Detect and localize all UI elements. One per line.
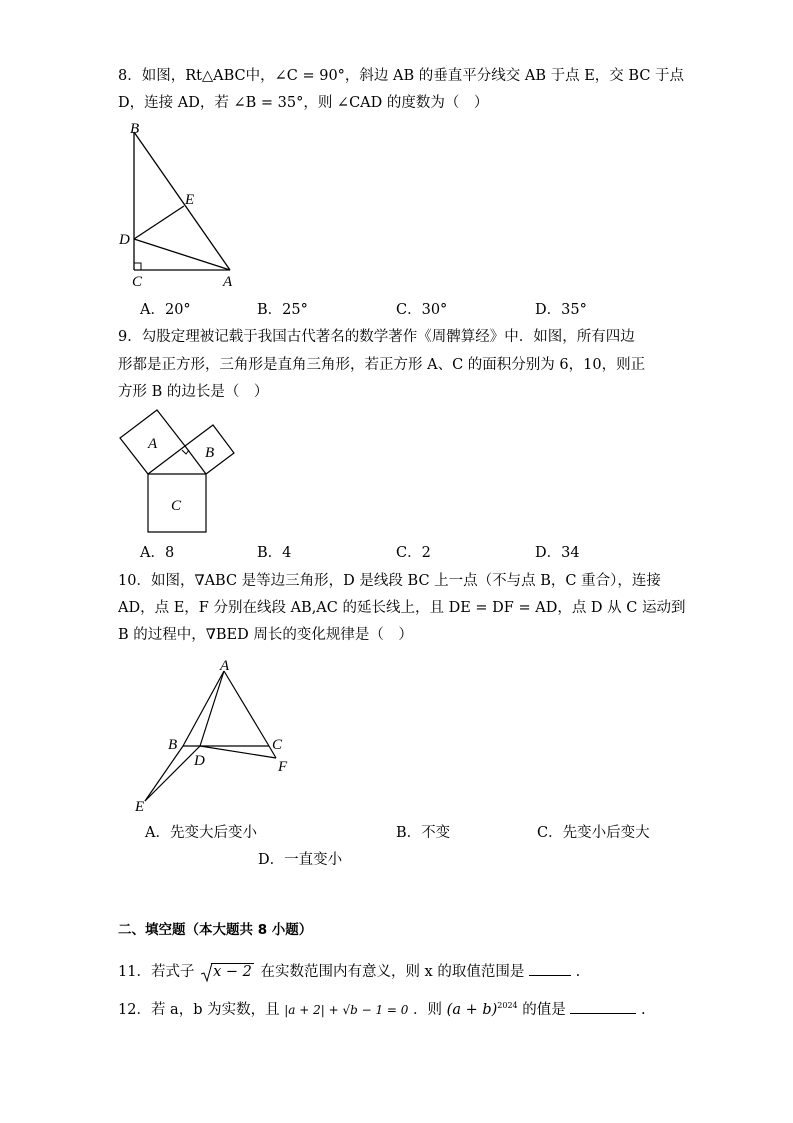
q8-label-C: C [132, 274, 143, 290]
q8-label-B: B [130, 121, 140, 137]
q12-power-base: (a + b) [446, 1001, 498, 1018]
q10-line-3: B 的过程中，∇BED 周长的变化规律是（ ） [118, 627, 413, 643]
q10-line-2: AD，点 E，F 分别在线段 AB,AC 的延长线上，且 DE = DF = AD，点 D 从 C 运动到 [118, 600, 686, 616]
q8-option-d: D．35° [535, 302, 587, 318]
q12-mid: ．则 [413, 1001, 443, 1018]
q10-label-B: B [168, 737, 178, 753]
q8-label-D: D [119, 232, 130, 248]
q9-option-d: D．34 [535, 545, 580, 561]
section-heading: 二、填空题（本大题共 8 小题） [118, 922, 313, 938]
q11-suffix: 在实数范围内有意义，则 x 的取值范围是 [260, 964, 525, 980]
q8-line-1: 8．如图，Rt△ABC中，∠C = 90°，斜边 AB 的垂直平分线交 AB 于点 E，交 BC 于点 [118, 68, 685, 84]
q8-option-a: A．20° [140, 302, 191, 318]
q8-label-E: E [185, 192, 195, 208]
q8-line-2: D，连接 AD，若 ∠B = 35°，则 ∠CAD 的度数为（ ） [118, 95, 489, 111]
q10-option-c: C．先变小后变大 [537, 825, 650, 841]
q12-suffix: 的值是 [522, 1001, 566, 1018]
q10-line-1: 10．如图，∇ABC 是等边三角形，D 是线段 BC 上一点（不与点 B，C 重合），连接 [118, 573, 661, 589]
q11-radical-sign [201, 962, 213, 982]
q10-figure [130, 653, 300, 815]
q12-line [118, 996, 646, 1020]
q12-answer-blank[interactable] [570, 999, 636, 1014]
q11-prefix: 11．若式子 [118, 964, 195, 980]
q9-option-a: A．8 [140, 545, 175, 561]
q10-option-b: B．不变 [396, 825, 451, 841]
q11-end: . [575, 964, 581, 980]
q9-option-c: C．2 [396, 545, 431, 561]
q8-label-A: A [223, 274, 233, 290]
q10-label-E: E [135, 799, 145, 815]
q9-line-1: 9．勾股定理被记载于我国古代著名的数学著作《周髀算经》中．如图，所有四边 [118, 329, 635, 345]
q11-radicand: x − 2 [213, 964, 252, 980]
q9-line-2: 形都是正方形，三角形是直角三角形，若正方形 A、C 的面积分别为 6，10，则正 [118, 357, 646, 373]
q11-sqrt [201, 962, 254, 982]
q10-label-C: C [272, 737, 283, 753]
q11-answer-blank[interactable] [529, 961, 571, 976]
q8-figure [112, 118, 252, 293]
q9-label-A: A [148, 436, 158, 452]
q10-label-A: A [220, 658, 230, 674]
q12-expression: |a + 2| + √b − 1 = 0 [284, 1002, 409, 1017]
q10-option-d: D．一直变小 [258, 852, 343, 868]
q12-prefix: 12．若 a，b 为实数，且 [118, 1001, 280, 1018]
q9-figure [115, 408, 245, 538]
q9-label-C: C [171, 498, 182, 514]
q10-option-a: A．先变大后变小 [145, 825, 257, 841]
q9-option-b: B．4 [257, 545, 292, 561]
q10-label-D: D [194, 753, 205, 769]
q9-line-3: 方形 B 的边长是（ ） [118, 384, 269, 400]
q8-option-b: B．25° [257, 302, 308, 318]
q10-label-F: F [278, 759, 288, 775]
q12-end: . [640, 1001, 646, 1018]
q12-exponent: 2024 [497, 1001, 518, 1010]
q9-label-B: B [205, 445, 215, 461]
q8-option-c: C．30° [396, 302, 448, 318]
q11-line [118, 961, 580, 982]
